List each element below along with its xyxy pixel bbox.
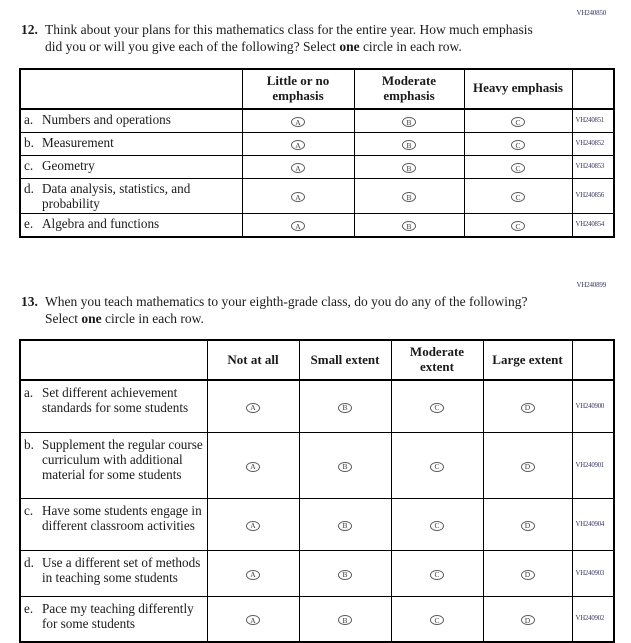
row-letter: a. (24, 385, 34, 401)
row-label: Pace my teaching differently for some students (42, 600, 194, 631)
answer-circle-c[interactable]: C (511, 117, 525, 127)
question-12-text-bold: one (339, 39, 360, 55)
answer-circle-b[interactable]: B (402, 140, 416, 150)
answer-circle-c[interactable]: C (430, 403, 444, 413)
row-letter: e. (24, 600, 34, 616)
q12-emphasis-table (19, 68, 615, 238)
table-row (20, 155, 614, 178)
answer-circle-c[interactable]: C (511, 163, 525, 173)
row-letter: b. (24, 134, 34, 150)
answer-circle-c[interactable]: C (430, 462, 444, 472)
q12-code-column-header (572, 69, 614, 109)
answer-circle-a[interactable]: A (246, 521, 260, 531)
answer-circle-b[interactable]: B (402, 192, 416, 202)
answer-circle-a[interactable]: A (291, 117, 305, 127)
question-13-text (45, 293, 550, 328)
item-code: VH240902 (572, 596, 614, 642)
table-row (20, 213, 614, 237)
item-code: VH240904 (572, 498, 614, 550)
q12-column-header-little-or-no: Little or no emphasis (242, 69, 354, 109)
answer-circle-c[interactable]: C (511, 221, 525, 231)
answer-circle-c[interactable]: C (430, 615, 444, 625)
q13-header-row (20, 340, 614, 380)
answer-circle-b[interactable]: B (338, 615, 352, 625)
table-row (20, 596, 614, 642)
row-letter: d. (24, 180, 34, 196)
question-12-item-code: VH240850 (576, 9, 606, 17)
item-code: VH240853 (572, 155, 614, 178)
answer-circle-a[interactable]: A (291, 163, 305, 173)
answer-circle-c[interactable]: C (511, 192, 525, 202)
question-13-item-code: VH240899 (576, 280, 606, 289)
row-label: Data analysis, statistics, and probability (42, 180, 191, 211)
question-12 (21, 21, 612, 56)
answer-circle-b[interactable]: B (402, 221, 416, 231)
answer-circle-a[interactable]: A (291, 192, 305, 202)
row-label: Use a different set of methods in teaching some students (42, 554, 201, 585)
q13-extent-table (19, 339, 615, 643)
q12-header-row (20, 69, 614, 109)
answer-circle-d[interactable]: D (521, 462, 535, 472)
q12-stub-header (20, 69, 242, 109)
question-13-text-before: When you teach mathematics to your eighth-grade class, do you do any of the following? Select (45, 293, 528, 326)
answer-circle-a[interactable]: A (291, 221, 305, 231)
q12-column-header-moderate: Moderate emphasis (354, 69, 464, 109)
answer-circle-c[interactable]: C (511, 140, 525, 150)
row-label: Supplement the regular course curriculum with additional material for some students (42, 436, 203, 482)
q13-column-header-moderate: Moderate extent (391, 340, 483, 380)
row-letter: c. (24, 157, 34, 173)
item-code: VH240856 (572, 178, 614, 213)
answer-circle-c[interactable]: C (430, 570, 444, 580)
question-12-number: 12. (21, 22, 38, 37)
row-label: Numbers and operations (42, 111, 171, 127)
row-label: Measurement (42, 134, 114, 150)
answer-circle-b[interactable]: B (338, 570, 352, 580)
answer-circle-a[interactable]: A (246, 615, 260, 625)
question-12-text-after: circle in each row. (359, 39, 462, 55)
q13-column-header-large: Large extent (483, 340, 572, 380)
table-row (20, 380, 614, 432)
question-13-text-after: circle in each row. (101, 310, 204, 326)
item-code: VH240900 (572, 380, 614, 432)
row-label: Geometry (42, 157, 95, 173)
q12-column-header-heavy: Heavy emphasis (464, 69, 572, 109)
section-spacer (19, 238, 612, 280)
q13-stub-header (20, 340, 207, 380)
item-code: VH240851 (572, 109, 614, 133)
answer-circle-b[interactable]: B (338, 521, 352, 531)
question-13-number: 13. (21, 293, 38, 309)
answer-circle-c[interactable]: C (430, 521, 444, 531)
row-label: Set different achievement standards for some students (42, 385, 189, 416)
answer-circle-a[interactable]: A (246, 570, 260, 580)
row-letter: d. (24, 554, 34, 570)
question-12-text-before: Think about your plans for this mathematics class for the entire year. How much emphasis did you or will you give each of the following? Select (45, 22, 533, 55)
table-row (20, 550, 614, 596)
question-13-text-bold: one (81, 310, 102, 326)
table-row (20, 178, 614, 213)
table-row (20, 109, 614, 133)
answer-circle-b[interactable]: B (338, 403, 352, 413)
row-letter: a. (24, 111, 34, 127)
answer-circle-a[interactable]: A (246, 462, 260, 472)
row-letter: b. (24, 436, 34, 452)
item-code: VH240852 (572, 132, 614, 155)
row-label: Algebra and functions (42, 215, 160, 231)
answer-circle-d[interactable]: D (521, 403, 535, 413)
answer-circle-d[interactable]: D (521, 570, 535, 580)
answer-circle-d[interactable]: D (521, 615, 535, 625)
question-12-text (45, 21, 550, 56)
table-row (20, 432, 614, 498)
row-letter: e. (24, 215, 34, 231)
table-row (20, 132, 614, 155)
q13-column-header-not-at-all: Not at all (207, 340, 299, 380)
answer-circle-b[interactable]: B (338, 462, 352, 472)
q13-column-header-small: Small extent (299, 340, 391, 380)
q13-code-column-header (572, 340, 614, 380)
answer-circle-b[interactable]: B (402, 117, 416, 127)
answer-circle-d[interactable]: D (521, 521, 535, 531)
row-label: Have some students engage in different classroom activities (42, 502, 202, 533)
question-13 (21, 293, 612, 328)
row-letter: c. (24, 502, 34, 518)
item-code: VH240854 (572, 213, 614, 237)
item-code: VH240901 (572, 432, 614, 498)
item-code: VH240903 (572, 550, 614, 596)
answer-circle-b[interactable]: B (402, 163, 416, 173)
table-row (20, 498, 614, 550)
answer-circle-a[interactable]: A (291, 140, 305, 150)
answer-circle-a[interactable]: A (246, 403, 260, 413)
